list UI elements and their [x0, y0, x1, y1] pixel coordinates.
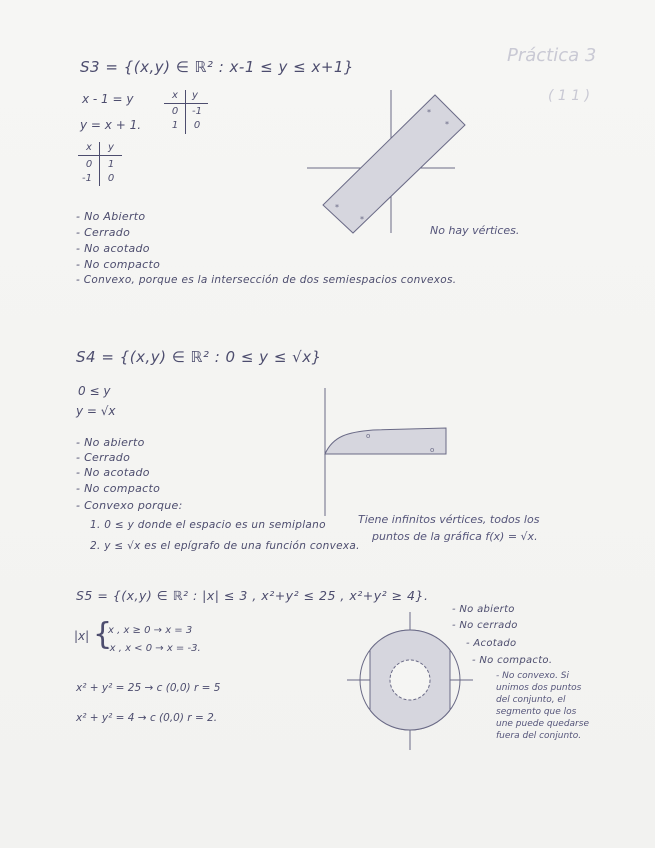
- s3-table-1: [160, 90, 210, 135]
- table-divider: [99, 142, 100, 186]
- s4-eq2: y = √x: [76, 404, 116, 418]
- s3-prop-5: - Convexo, porque es la intersección de dos semiespacios convexos.: [76, 274, 457, 286]
- table-rule: [78, 155, 122, 156]
- table-cell: 0: [193, 120, 201, 131]
- point-mark: *: [445, 120, 449, 129]
- s4-prop-2: - Cerrado: [76, 451, 131, 464]
- s5-prop-3: - Acotado: [466, 638, 517, 649]
- s3-prop-3: - No acotado: [76, 242, 150, 255]
- s5-definition: S5 = {(x,y) ∈ ℝ² : |x| ≤ 3 , x²+y² ≤ 25 , x²+y² ≥ 4}.: [76, 588, 429, 603]
- s5-abs-case-1: x , x ≥ 0 → x = 3: [108, 625, 193, 636]
- s4-reason-1: 1. 0 ≤ y donde el espacio es un semiplano: [90, 519, 326, 531]
- s3-prop-2: - Cerrado: [76, 226, 131, 239]
- table-cell: 0: [85, 159, 93, 170]
- table-rule: [164, 103, 208, 104]
- s4-prop-5: - Convexo porque:: [76, 499, 183, 512]
- table-cell: -1: [82, 173, 92, 184]
- faint-marks: ( 1 1 ): [548, 88, 591, 104]
- table-divider: [185, 90, 186, 134]
- table-head-x: x: [86, 142, 92, 153]
- point-mark: o: [430, 446, 435, 454]
- s3-prop-1: - No Abierto: [76, 210, 146, 223]
- s3-prop-4: - No compacto: [76, 258, 161, 271]
- table-cell: 1: [171, 120, 179, 131]
- faint-title: Práctica 3: [507, 45, 597, 66]
- s5-convex-note: - No convexo. Si unimos dos puntos del conjunto, el segmento que los une puede quedarse fuera del conjunto.: [496, 671, 589, 741]
- s5-circle-1: x² + y² = 25 → c (0,0) r = 5: [76, 682, 221, 694]
- s5-brace: {: [93, 617, 113, 652]
- shaded-strip: [323, 95, 465, 233]
- s4-vertices-note-1: Tiene infinitos vértices, todos los: [358, 513, 540, 526]
- s3-table-2: [76, 142, 126, 187]
- table-cell: 0: [107, 173, 115, 184]
- s5-prop-2: - No cerrado: [452, 620, 518, 631]
- s5-abs-case-2: -x , x < 0 → x = -3.: [106, 643, 201, 654]
- s4-prop-1: - No abierto: [76, 436, 145, 449]
- s3-vertices-note: No hay vértices.: [430, 224, 520, 237]
- s3-graph: [305, 85, 475, 235]
- s3-eq2: y = x + 1.: [80, 118, 142, 132]
- s4-prop-3: - No acotado: [76, 466, 150, 479]
- s4-eq1: 0 ≤ y: [78, 384, 111, 398]
- table-head-x: x: [172, 90, 178, 101]
- s5-circle-2: x² + y² = 4 → c (0,0) r = 2.: [76, 712, 218, 724]
- point-mark: *: [427, 108, 431, 117]
- point-mark: *: [335, 203, 339, 212]
- point-mark: o: [366, 432, 371, 440]
- s5-prop-1: - No abierto: [452, 604, 515, 615]
- s5-abs-label: |x|: [74, 629, 90, 643]
- s4-definition: S4 = {(x,y) ∈ ℝ² : 0 ≤ y ≤ √x}: [76, 348, 322, 366]
- s4-vertices-note-2: puntos de la gráfica f(x) = √x.: [372, 530, 538, 543]
- table-cell: 0: [171, 106, 179, 117]
- s3-definition: S3 = {(x,y) ∈ ℝ² : x-1 ≤ y ≤ x+1}: [80, 58, 354, 76]
- s5-graph: [345, 612, 475, 752]
- inner-circle: [390, 660, 430, 700]
- s3-eq1: x - 1 = y: [82, 92, 134, 106]
- s5-prop-4: - No compacto.: [472, 655, 553, 666]
- s4-reason-2: 2. y ≤ √x es el epígrafo de una función convexa.: [90, 540, 360, 552]
- s4-prop-4: - No compacto: [76, 482, 161, 495]
- table-head-y: y: [192, 90, 198, 101]
- table-cell: -1: [192, 106, 202, 117]
- table-cell: 1: [107, 159, 115, 170]
- point-mark: *: [360, 215, 364, 224]
- shaded-region: [325, 428, 446, 454]
- s4-graph: [318, 388, 448, 518]
- table-head-y: y: [108, 142, 114, 153]
